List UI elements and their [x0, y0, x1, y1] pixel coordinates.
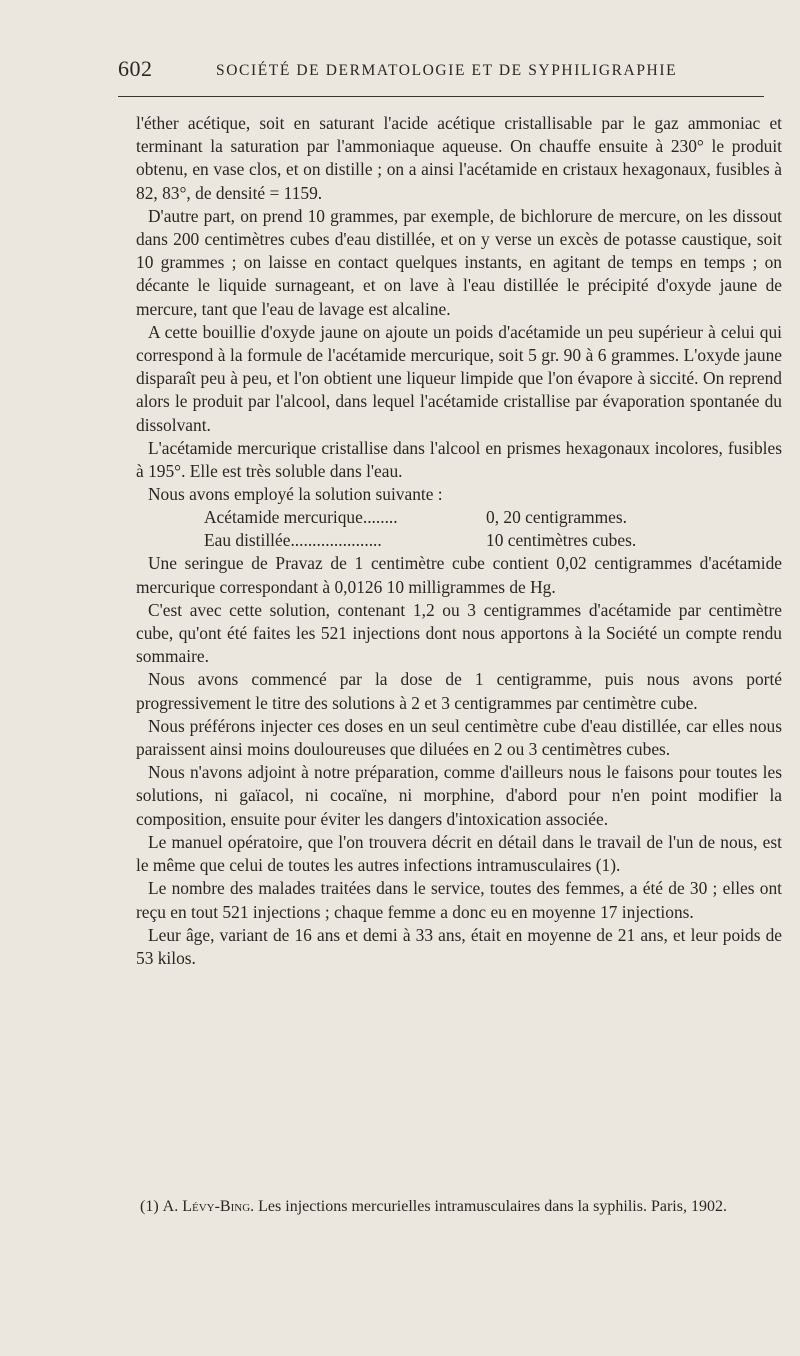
footnote-text: Les injections mercurielles intramusculaires dans la syphilis. Paris, 1902.: [258, 1198, 727, 1215]
paragraph-10: Nous n'avons adjoint à notre préparation, comme d'ailleurs nous le faisons pour toutes les solutions, ni gaïacol, ni cocaïne, ni morphine, d'abord pour n'en point modifier la composition, ensuite pour éviter les dangers d'intoxication associée.: [136, 762, 782, 829]
paragraph-4: L'acétamide mercurique cristallise dans l'alcool en prismes hexagonaux incolores, fusibles à 195°. Elle est très soluble dans l'eau.: [136, 437, 782, 482]
formula-ingredient: Eau distillée.....................: [204, 530, 382, 551]
paragraph-8: Nous avons commencé par la dose de 1 centigramme, puis nous avons porté progressivement le titre des solutions à 2 et 3 centigrammes par centimètre cube.: [136, 669, 782, 713]
paragraph-5: Nous avons employé la solution suivante :: [148, 484, 443, 505]
body-text: [136, 112, 782, 970]
paragraph-2: D'autre part, on prend 10 grammes, par exemple, de bichlorure de mercure, on les dissout dans 200 centimètres cubes d'eau distillée, et on y verse un excès de potasse caustique, soit 10 grammes ; on laisse en contact quelques instants, en agitant de temps en temps ; on décante le liquide surnageant, et on lave à l'eau distillée le précipité d'oxyde jaune de mercure, tant que l'eau de lavage est alcaline.: [136, 205, 782, 319]
formula-row-1: [204, 506, 764, 529]
formula-row-2: [204, 529, 764, 552]
header-rule: [118, 96, 764, 97]
footnote: [140, 1196, 782, 1218]
paragraph-9: Nous préférons injecter ces doses en un seul centimètre cube d'eau distillée, car elles nous paraissent ainsi moins douloureuses que diluées en 2 ou 3 centimètres cubes.: [136, 715, 782, 760]
formula-ingredient: Acétamide mercurique........: [204, 507, 398, 528]
paragraph-13: Leur âge, variant de 16 ans et demi à 33 ans, était en moyenne de 21 ans, et leur poids de 53 kilos.: [136, 924, 782, 968]
paragraph-11: Le manuel opératoire, que l'on trouvera décrit en détail dans le travail de l'un de nous, est le même que celui de toutes les autres infections intramusculaires (1).: [136, 831, 782, 876]
paragraph-12: Le nombre des malades traitées dans le service, toutes des femmes, a été de 30 ; elles ont reçu en tout 521 injections ; chaque femme a donc eu en moyenne 17 injections.: [136, 878, 782, 922]
footnote-marker: (1): [140, 1198, 159, 1215]
page-number: 602: [118, 56, 153, 81]
paragraph-6: Une seringue de Pravaz de 1 centimètre cube contient 0,02 centigrammes d'acétamide mercurique correspondant à 0,0126 10 milligrammes de Hg.: [136, 553, 782, 597]
formula-quantity: 0, 20 centigrammes.: [486, 507, 628, 528]
running-title: SOCIÉTÉ DE DERMATOLOGIE ET DE SYPHILIGRAPHIE: [216, 62, 678, 79]
footnote-author: A. Lévy-Bing.: [162, 1198, 255, 1215]
paragraph-1: l'éther acétique, soit en saturant l'acide acétique cristallisable par le gaz ammoniac et terminant la saturation par l'ammoniaque aqueuse. On chauffe ensuite à 230° le produit obtenu, en vase clos, et on distille ; on a ainsi l'acétamide en cristaux hexagonaux, fusibles à 82, 83°, de densité = 1159.: [136, 113, 782, 203]
formula-quantity: 10 centimètres cubes.: [486, 530, 637, 551]
paragraph-7: C'est avec cette solution, contenant 1,2 ou 3 centigrammes d'acétamide par centimètre cube, qu'ont été faites les 521 injections dont nous apportons à la Société un compte rendu sommaire.: [136, 599, 782, 667]
page-header: [118, 56, 766, 86]
paragraph-3: A cette bouillie d'oxyde jaune on ajoute un poids d'acétamide un peu supérieur à celui qui correspond à la formule de l'acétamide mercurique, soit 5 gr. 90 à 6 grammes. L'oxyde jaune disparaît peu à peu, et l'on obtient une liqueur limpide que l'on évapore à siccité. On reprend alors le produit par l'alcool, dans lequel l'acétamide cristallise par évaporation spontanée du dissolvant.: [136, 321, 782, 435]
formula-block: [136, 506, 782, 552]
